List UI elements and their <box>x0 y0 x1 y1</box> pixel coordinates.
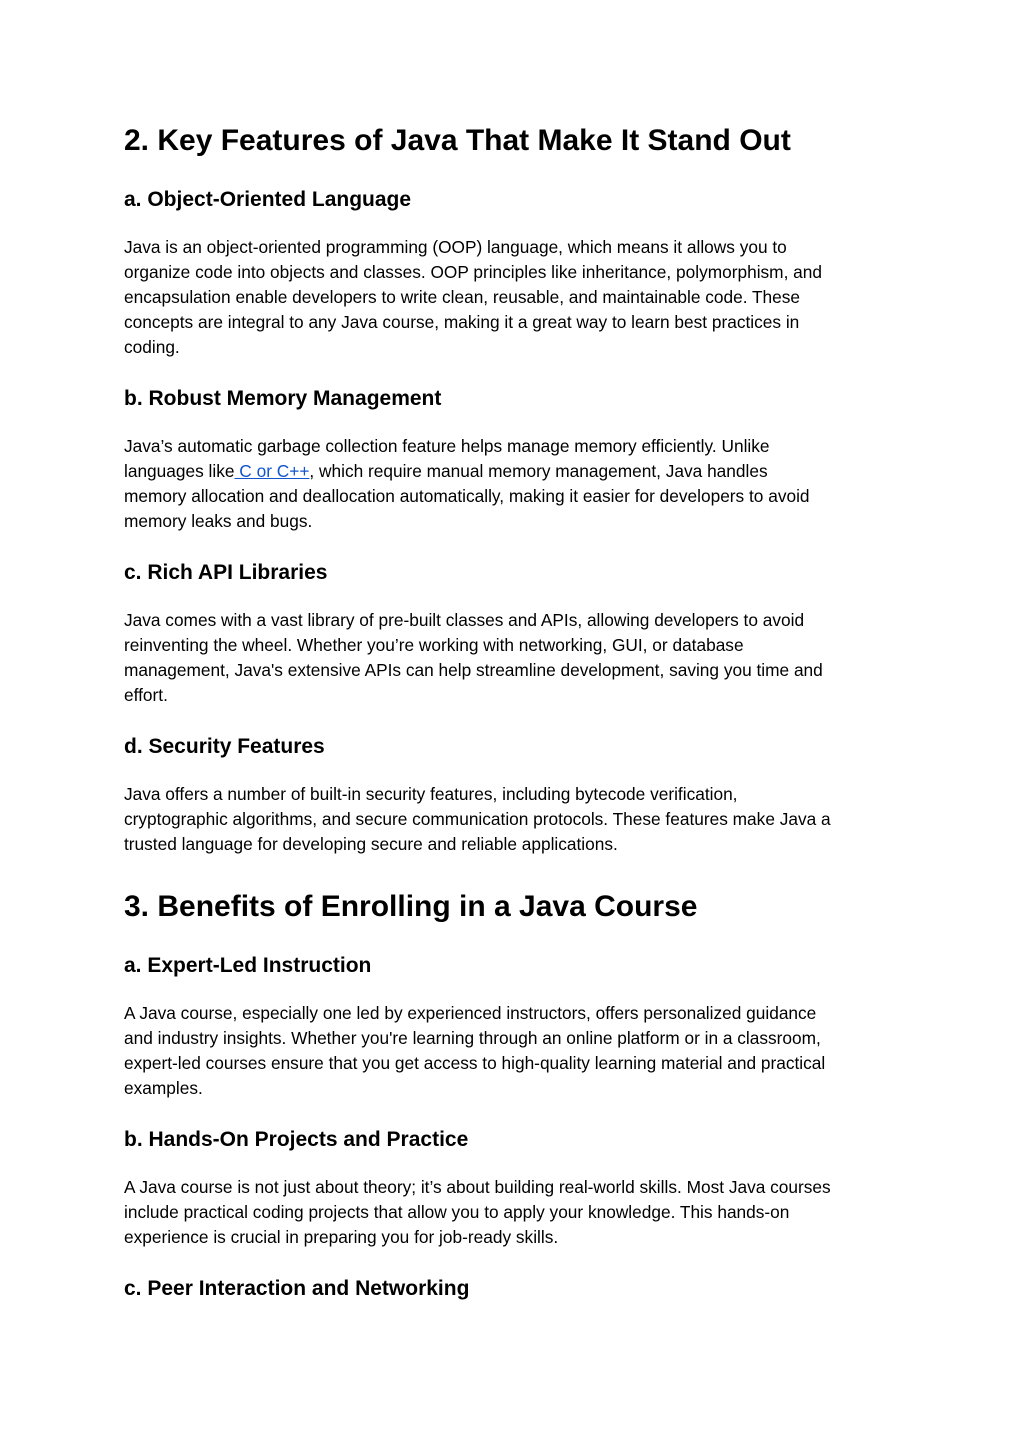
heading-api-libraries: c. Rich API Libraries <box>124 561 328 584</box>
text-line: memory allocation and deallocation automatically, making it easier for developers to avoid <box>124 486 810 506</box>
text-line: A Java course, especially one led by experienced instructors, offers personalized guidance <box>124 1003 817 1023</box>
text-line: effort. <box>124 685 168 705</box>
text-line: Java offers a number of built-in security features, including bytecode verification, <box>124 784 738 804</box>
paragraph-memory-management <box>124 434 810 534</box>
text-line: memory leaks and bugs. <box>124 511 313 531</box>
text-line: reinventing the wheel. Whether you’re working with networking, GUI, or database <box>124 635 744 655</box>
c-cpp-link[interactable]: C or C++ <box>234 461 310 481</box>
heading-memory-management: b. Robust Memory Management <box>124 387 442 410</box>
text-line: and industry insights. Whether you're learning through an online platform or in a classroom, <box>124 1028 821 1048</box>
text-line: include practical coding projects that allow you to apply your knowledge. This hands-on <box>124 1202 790 1222</box>
text-line: cryptographic algorithms, and secure communication protocols. These features make Java a <box>124 809 831 829</box>
text-line: A Java course is not just about theory; it’s about building real-world skills. Most Java courses <box>124 1177 831 1197</box>
text-line: encapsulation enable developers to write clean, reusable, and maintainable code. These <box>124 287 801 307</box>
section-title-key-features: 2. Key Features of Java That Make It Stand Out <box>124 124 791 157</box>
text-line: management, Java's extensive APIs can help streamline development, saving you time and <box>124 660 823 680</box>
text-line-with-link <box>124 459 810 484</box>
heading-hands-on: b. Hands-On Projects and Practice <box>124 1128 469 1151</box>
text-line: examples. <box>124 1078 203 1098</box>
text-line: concepts are integral to any Java course, making it a great way to learn best practices in <box>124 312 800 332</box>
text-line: trusted language for developing secure and reliable applications. <box>124 834 618 854</box>
paragraph-api-libraries <box>124 608 823 708</box>
text-line: expert-led courses ensure that you get access to high-quality learning material and practical <box>124 1053 826 1073</box>
text-line: Java is an object-oriented programming (OOP) language, which means it allows you to <box>124 237 787 257</box>
paragraph-expert-led <box>124 1001 825 1101</box>
heading-expert-led: a. Expert-Led Instruction <box>124 954 372 977</box>
text-segment: , which require manual memory management, Java handles <box>309 461 768 481</box>
section-title-benefits: 3. Benefits of Enrolling in a Java Course <box>124 890 698 923</box>
paragraph-hands-on <box>124 1175 831 1250</box>
paragraph-object-oriented <box>124 235 822 360</box>
text-line: coding. <box>124 337 180 357</box>
heading-peer-interaction: c. Peer Interaction and Networking <box>124 1277 470 1300</box>
text-line: Java’s automatic garbage collection feature helps manage memory efficiently. Unlike <box>124 436 770 456</box>
heading-security-features: d. Security Features <box>124 735 325 758</box>
text-line: experience is crucial in preparing you for job-ready skills. <box>124 1227 559 1247</box>
text-line: organize code into objects and classes. OOP principles like inheritance, polymorphism, and <box>124 262 823 282</box>
heading-object-oriented: a. Object-Oriented Language <box>124 188 412 211</box>
paragraph-security-features <box>124 782 831 857</box>
text-segment: languages like <box>124 461 235 481</box>
text-line: Java comes with a vast library of pre-built classes and APIs, allowing developers to avoid <box>124 610 805 630</box>
